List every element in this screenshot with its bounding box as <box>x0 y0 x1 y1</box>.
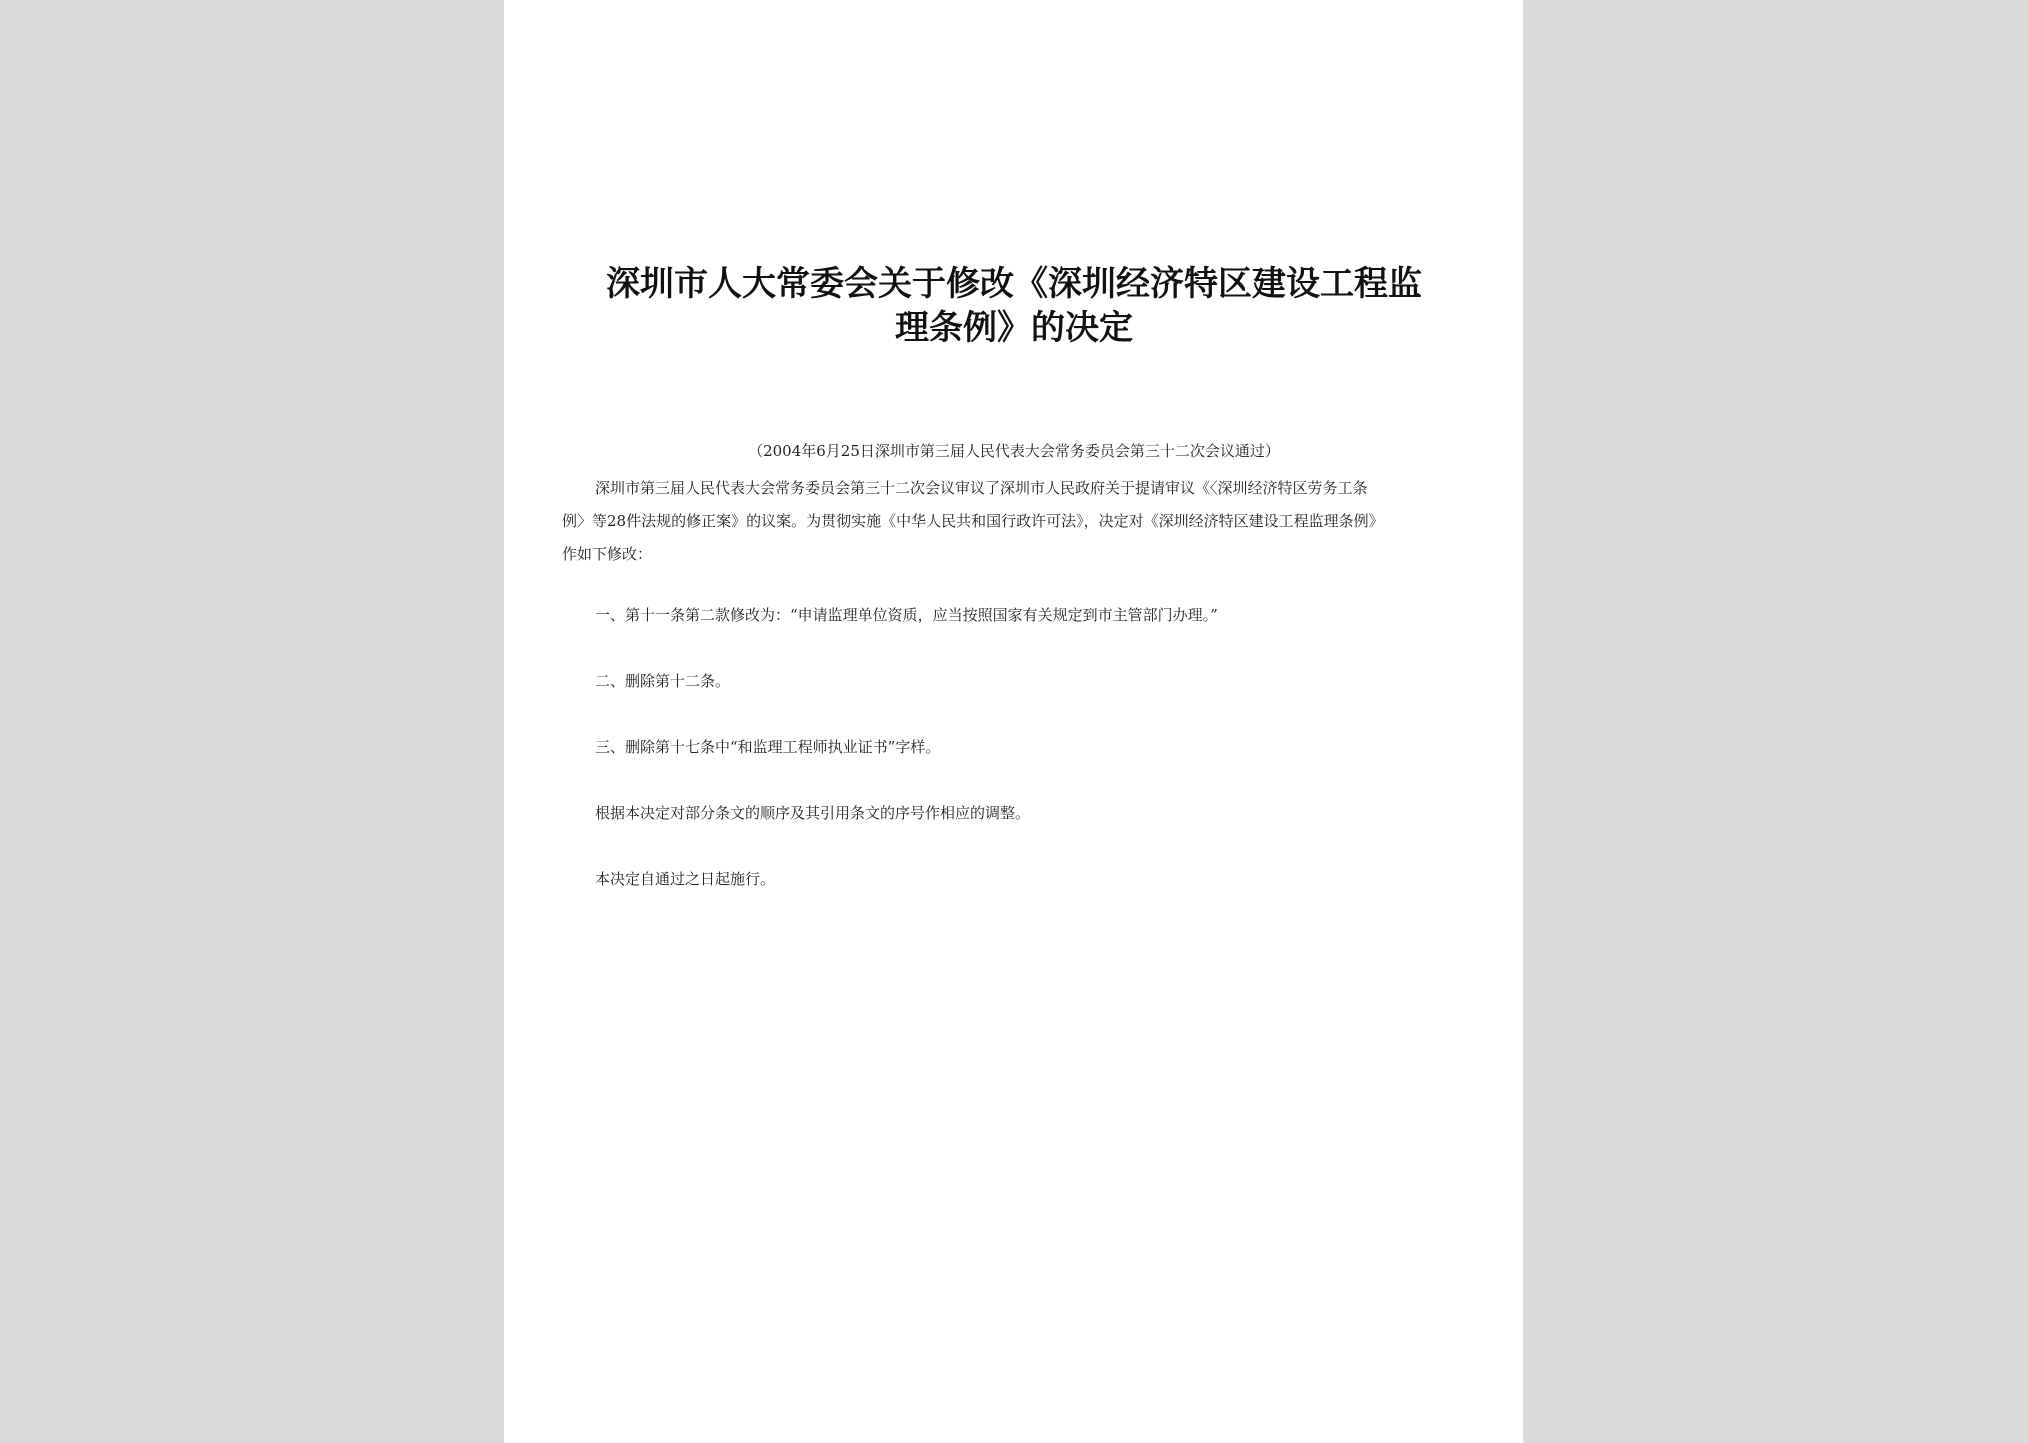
document-page <box>504 0 1523 1443</box>
effective-date-note: 本决定自通过之日起施行。 <box>595 870 776 888</box>
adoption-note: （2004年6月25日深圳市第三届人民代表大会常务委员会第三十二次会议通过） <box>748 442 1280 460</box>
document-title <box>564 262 1464 350</box>
amendment-item-1: 一、第十一条第二款修改为：“申请监理单位资质，应当按照国家有关规定到市主管部门办理。” <box>595 606 1218 624</box>
amendment-item-2: 二、删除第十二条。 <box>595 672 731 690</box>
title-line-1: 深圳市人大常委会关于修改《深圳经济特区建设工程监 <box>606 264 1422 304</box>
renumbering-note: 根据本决定对部分条文的顺序及其引用条文的序号作相应的调整。 <box>595 804 1031 822</box>
preamble-line-2: 例〉等28件法规的修正案》的议案。为贯彻实施《中华人民共和国行政许可法》，决定对《深圳经济特区建设工程监理条例》 <box>562 512 1384 530</box>
preamble-line-3: 作如下修改： <box>562 545 653 563</box>
preamble-paragraph <box>562 472 1464 571</box>
amendment-item-3: 三、删除第十七条中“和监理工程师执业证书”字样。 <box>595 738 941 756</box>
title-line-2: 理条例》的决定 <box>895 308 1133 348</box>
preamble-line-1: 深圳市第三届人民代表大会常务委员会第三十二次会议审议了深圳市人民政府关于提请审议《〈深圳经济特区劳务工条 <box>595 479 1368 497</box>
